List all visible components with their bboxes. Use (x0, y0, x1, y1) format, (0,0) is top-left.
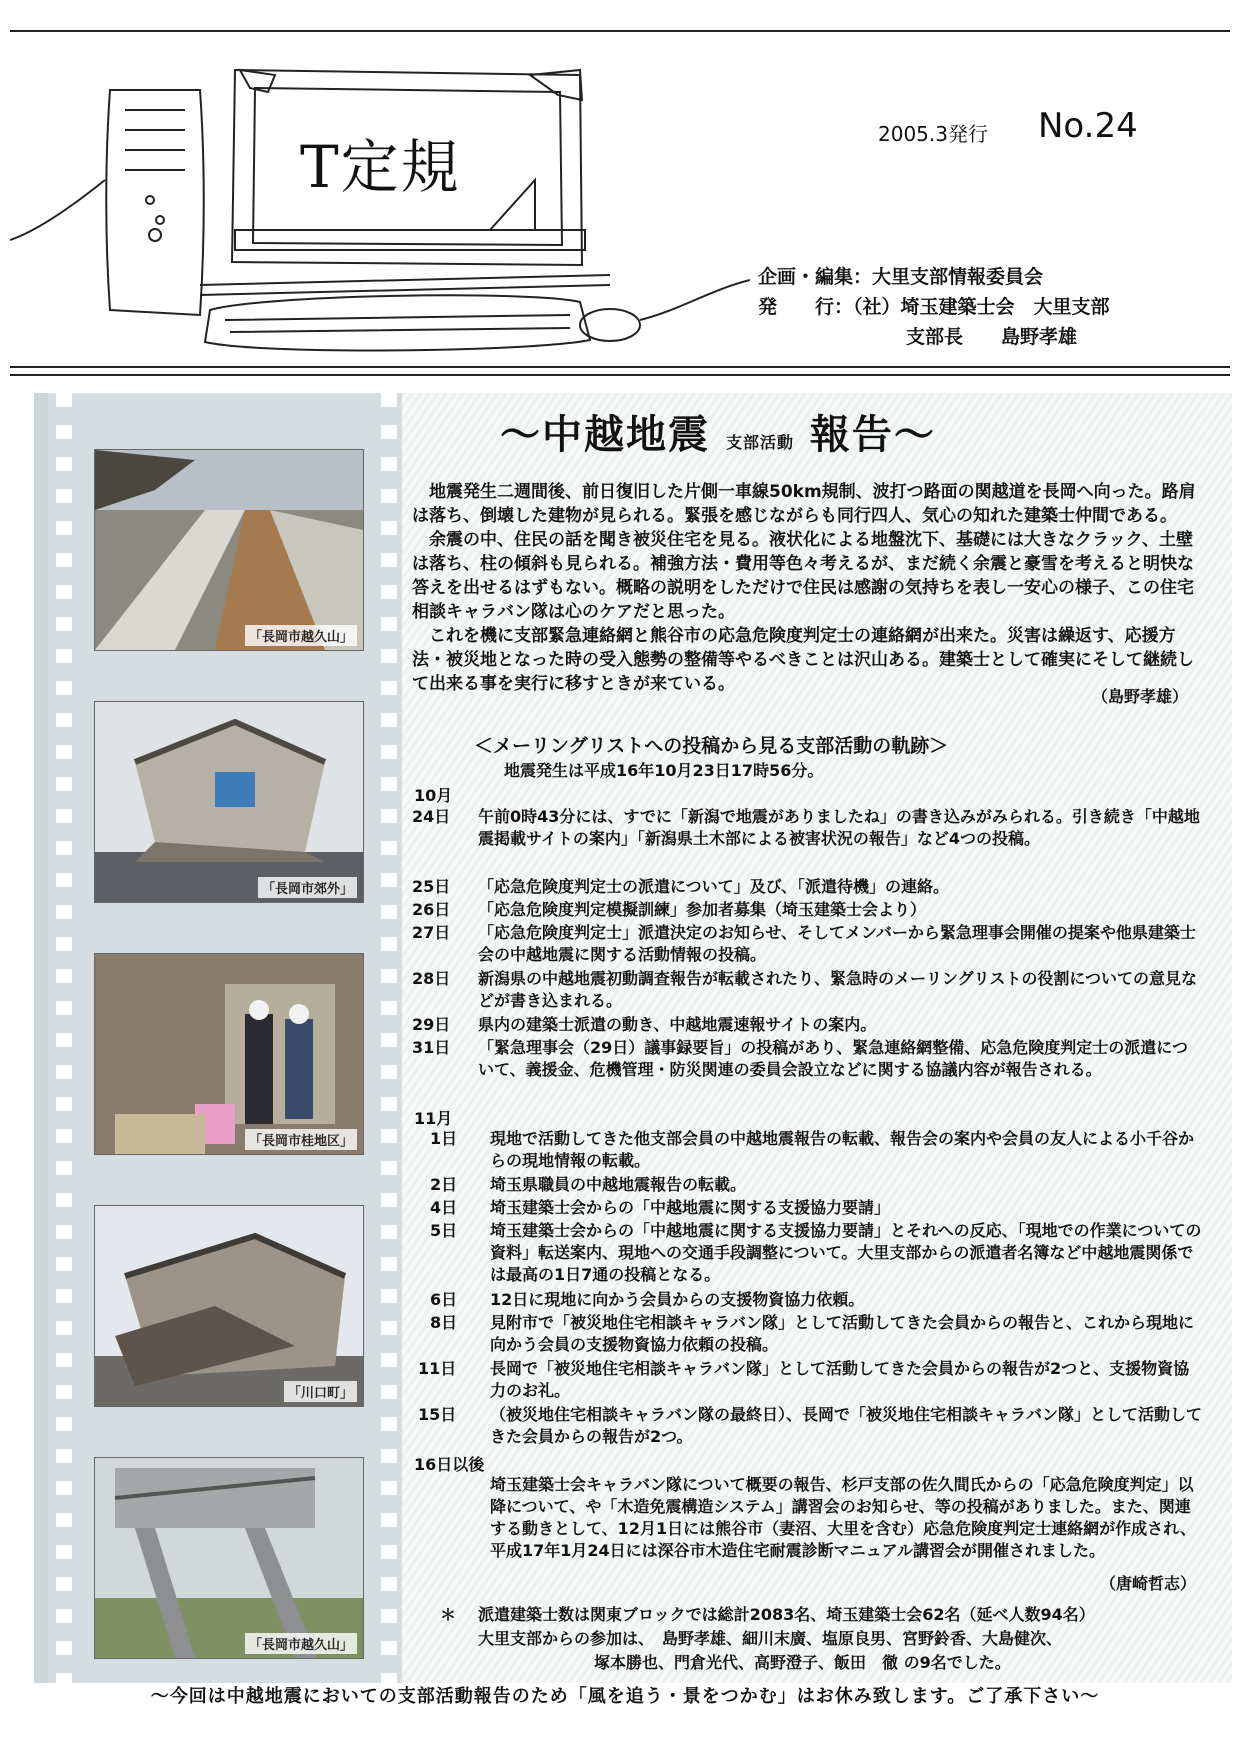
planning-label: 企画・編集： (758, 266, 873, 288)
photo-interior-inspection (94, 953, 364, 1155)
photo-leaning-building (94, 1457, 364, 1659)
computer-sketch-illustration (10, 40, 750, 370)
heading-subtitle: 支部活動 (725, 433, 794, 452)
film-perforation-right (381, 393, 397, 1683)
entry-text: 12日に現地に向かう会員からの支援物資協力依頼。 (490, 1290, 865, 1309)
entry-text: 埼玉県職員の中越地震報告の転載。 (490, 1175, 747, 1194)
timeline-entry (412, 1174, 1202, 1196)
article-body (412, 480, 1202, 696)
entry-text: 午前0時43分には、すでに「新潟で地震がありましたね」の書き込みがみられる。引き続き「中越地震掲載サイトの案内」「新潟県土木部による被害状況の報告」など4つの投稿。 (478, 807, 1200, 848)
entry-day: 24日 (412, 807, 451, 826)
film-perforation-left (56, 393, 72, 1683)
photo-damaged-road (94, 449, 364, 651)
entry-day: 8日 (430, 1313, 458, 1332)
footer-notice: ～今回は中越地震においての支部活動報告のため「風を追う・景をつかむ」はお休み致します。ご了承下さい～ (150, 1686, 1100, 1707)
entry-day: 28日 (412, 969, 451, 988)
note-mark: ＊ (440, 1605, 457, 1624)
publisher-label: 発 行： (758, 296, 854, 318)
masthead (0, 0, 1240, 385)
planning-credit (758, 262, 1043, 289)
after-label: 16日以後 (414, 1455, 485, 1474)
top-rule (10, 30, 1230, 32)
heading-right: 報告～ (809, 411, 936, 458)
entry-text: 現地で活動してきた他支部会員の中越地震報告の転載、報告会の案内や会員の友人による小千谷からの現地情報の転載。 (490, 1129, 1195, 1170)
planning-value: 大里支部情報委員会 (872, 266, 1044, 288)
mailing-list-intro: 地震発生は平成16年10月23日17時56分。 (504, 761, 824, 780)
note-line: 塚本勝也、門倉光代、高野澄子、飯田 徹 の9名でした。 (594, 1653, 1011, 1672)
timeline-entry (412, 806, 1202, 850)
timeline-entry (412, 1358, 1202, 1402)
note-line: 大里支部からの参加は、 島野孝雄、細川末廣、塩原良男、宮野鈴香、大島健次、 (478, 1629, 1063, 1648)
entry-day: 2日 (430, 1175, 458, 1194)
photo-collapsed-house (94, 1205, 364, 1407)
note-line: 派遣建築士数は関東ブロックでは総計2083名、埼玉建築士会62名（延べ人数94名） (478, 1605, 1095, 1624)
timeline-entry (412, 1404, 1202, 1448)
masthead-rule-upper (10, 366, 1230, 368)
photo-caption: 「川口町」 (284, 1381, 357, 1402)
chief-label: 支部長 (906, 326, 964, 348)
article-heading (500, 403, 936, 460)
publisher-credit (758, 292, 1110, 319)
entry-day: 31日 (412, 1038, 451, 1057)
masthead-rule-lower (10, 374, 1230, 376)
timeline-entry (412, 1312, 1202, 1356)
entry-text: 埼玉建築士会からの「中越地震に関する支援協力要請」とそれへの反応、「現地での作業についての資料」転送案内、現地への交通手段調整について。大里支部からの派遣者名簿など中越地震関係では最高の1日7通の投稿となる。 (490, 1221, 1202, 1284)
issue-date: 2005.3発行 (878, 122, 988, 146)
photo-caption: 「長岡市郊外」 (258, 877, 357, 898)
chief-name: 島野孝雄 (1001, 326, 1078, 348)
article-signature: （島野孝雄） (1092, 687, 1189, 706)
heading-left: ～中越地震 (500, 411, 710, 458)
timeline-entry (412, 899, 1202, 921)
timeline-entry (412, 968, 1202, 1012)
dispatch-note (440, 1603, 1200, 1675)
entry-text: 「応急危険度判定模擬訓練」参加者募集（埼玉建築士会より） (478, 900, 927, 919)
entry-text: 埼玉建築士会からの「中越地震に関する支援協力要請」 (490, 1198, 891, 1217)
timeline-entry (412, 1014, 1202, 1036)
entry-text: 見附市で「被災地住宅相談キャラバン隊」として活動してきた会員からの報告と、これから現地に向かう会員の支援物資協力依頼の投稿。 (490, 1313, 1195, 1354)
film-strip (34, 393, 419, 1683)
timeline-entry (412, 922, 1202, 966)
entry-text: 新潟県の中越地震初動調査報告が転載されたり、緊急時のメーリングリストの役割についての意見などが書き込まれる。 (478, 969, 1198, 1010)
entry-day: 1日 (430, 1129, 458, 1148)
article-paragraph: 地震発生二週間後、前日復旧した片側一車線50km規制、波打つ路面の関越道を長岡へ向った。路肩は落ち、倒壊した建物が見られる。緊張を感じながらも同行四人、気心の知れた建築士仲間である。 (412, 482, 1196, 526)
publisher-value: （社）埼玉建築士会 大里支部 (853, 296, 1110, 318)
entry-text: 「応急危険度判定士」派遣決定のお知らせ、そしてメンバーから緊急理事会開催の提案や他県建築士会の中越地震に関する活動情報の投稿。 (478, 923, 1196, 964)
entry-text: 「応急危険度判定士の派遣について」及び、「派遣待機」の連絡。 (478, 877, 950, 896)
timeline-entry (412, 1220, 1202, 1286)
timeline-entry (412, 876, 1202, 898)
entry-day: 26日 (412, 900, 451, 919)
entry-day: 27日 (412, 923, 451, 942)
entry-day: 5日 (430, 1221, 458, 1240)
photo-tilted-house (94, 701, 364, 903)
mailing-list-title: ＜メーリングリストへの投稿から見る支部活動の軌跡＞ (474, 735, 949, 757)
month-label-october: 10月 (414, 786, 453, 805)
timeline-entry (412, 1197, 1202, 1219)
entry-text: 県内の建築士派遣の動き、中越地震速報サイトの案内。 (478, 1015, 877, 1034)
chief-credit (906, 322, 1077, 349)
timeline-entry (412, 1037, 1202, 1081)
photo-caption: 「長岡市桂地区」 (245, 1129, 357, 1150)
month-label-november: 11月 (414, 1109, 453, 1128)
entry-day: 11日 (418, 1359, 457, 1378)
entry-day: 15日 (418, 1405, 457, 1424)
mailing-signature: （唐崎哲志） (1100, 1574, 1197, 1593)
entry-day: 29日 (412, 1015, 451, 1034)
entry-day: 25日 (412, 877, 451, 896)
after-entry (412, 1474, 1202, 1562)
article-paragraph: 余震の中、住民の話を聞き被災住宅を見る。液状化による地盤沈下、基礎には大きなクラック、土壁は落ち、柱の傾斜も見られる。補強方法・費用等色々考えるが、まだ続く余震と豪雪を考えると明快な答えを出せるはずもない。概略の説明をしただけで住民は感謝の気持ちを表し一安心の様子、この住宅相談キャラバン隊は心のケアだと思った。 (412, 530, 1194, 622)
entry-day: 4日 (430, 1198, 458, 1217)
photo-caption: 「長岡市越久山」 (245, 1633, 357, 1654)
timeline-entry (412, 1289, 1202, 1311)
after-text: 埼玉建築士会キャラバン隊について概要の報告、杉戸支部の佐久間氏からの「応急危険度判定」以降について、や「木造免震構造システム」講習会のお知らせ、等の投稿がありました。また、関連する動きとして、12月1日には熊谷市（妻沼、大里を含む）応急危険度判定士連絡網が作成され、平成17年1月24日には深谷市木造住宅耐震診断マニュアル講習会が開催されました。 (490, 1475, 1197, 1560)
issue-number: No.24 (1038, 106, 1138, 146)
entry-day: 6日 (430, 1290, 458, 1309)
entry-text: （被災地住宅相談キャラバン隊の最終日）、長岡で「被災地住宅相談キャラバン隊」として活動してきた会員からの報告が2つ。 (490, 1405, 1203, 1446)
entry-text: 長岡で「被災地住宅相談キャラバン隊」として活動してきた会員からの報告が2つと、支援物資協力のお礼。 (490, 1359, 1190, 1400)
entry-text: 「緊急理事会（29日）議事録要旨」の投稿があり、緊急連絡網整備、応急危険度判定士の派遣について、義援金、危機管理・防災関連の委員会設立などに関する協議内容が報告される。 (478, 1038, 1188, 1079)
article-paragraph: これを機に支部緊急連絡網と熊谷市の応急危険度判定士の連絡網が出来た。災害は繰返す、応援方法・被災地となった時の受入態勢の整備等やるべきことは沢山ある。建築士として確実にそして継続して出来る事を実行に移すときが来ている。 (412, 626, 1194, 694)
photo-caption: 「長岡市越久山」 (245, 625, 357, 646)
newsletter-title: T定規 (300, 133, 461, 201)
timeline-entry (412, 1128, 1202, 1172)
